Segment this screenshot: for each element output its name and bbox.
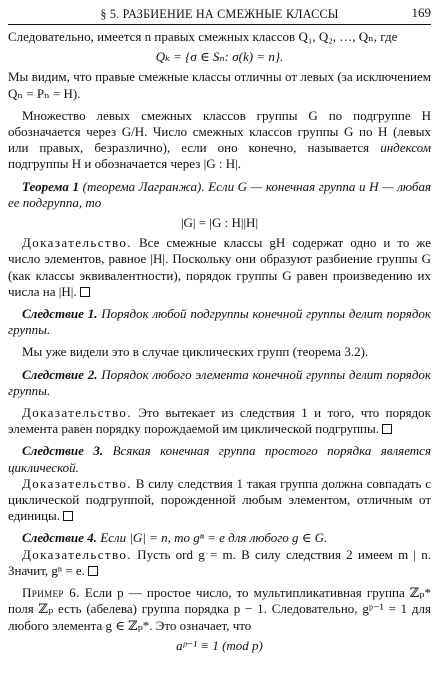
theorem-text: Если G — конечная группа и H — любая ее подгруппа, то: [8, 178, 431, 210]
corollary-4-label: Следствие 4.: [22, 530, 97, 546]
theorem-label: Теорема 1: [22, 178, 80, 194]
example-label: Пример 6.: [22, 585, 80, 601]
corollary-2: Следствие 2. Порядок любого элемента конечной группы делит порядок группы.: [8, 366, 431, 398]
example-6: Пример 6. Если p — простое число, то мультипликативная группа ℤₚ* поля ℤₚ есть (абелева) группа порядка p − 1. Следовательно, gᵖ⁻¹ = 1 для любого элемента g ∈ ℤₚ*. Это означает, что: [8, 585, 432, 633]
theorem-name: (теорема Лагранжа).: [79, 178, 205, 194]
formula-fermat: aᵖ⁻¹ ≡ 1 (mod p): [176, 637, 263, 653]
theorem-lagrange: [8, 179, 431, 211]
proof-theorem: Доказательство. Все смежные классы gH содержат одно и то же число элементов, равное |H|. Поскольку они образуют разбиение группы G (как классы эквивалентности), порядок группы G равен произведению их числа на |H|.: [8, 235, 431, 299]
corollary-1: Следствие 1. Порядок любой подгруппы конечной группы делит порядок группы.: [8, 306, 431, 338]
paragraph-cosets-differ: Мы видим, что правые смежные классы отличны от левых (за исключением Qₙ = Pₙ = H).: [8, 69, 431, 101]
proof-label: Доказательство.: [22, 235, 132, 251]
qed-box-icon: [88, 566, 98, 576]
proof-corollary-3: Доказательство. В силу следствия 1 такая группа должна совпадать с циклической подгруппой, порожденной любым элементом, отличным от единицы.: [8, 475, 431, 524]
proof-corollary-4: Доказательство. Пусть ord g = m. В силу следствия 2 имеем m | n. Значит, gⁿ = e.: [8, 546, 431, 578]
corollary-3: Следствие 3. Всякая конечная группа простого порядка является циклической.: [8, 443, 431, 475]
corollary-2-label: Следствие 2.: [22, 366, 98, 382]
qed-box-icon: [63, 511, 73, 521]
qed-box-icon: [382, 424, 392, 434]
section-title: § 5. РАЗБИЕНИЕ НА СМЕЖНЫЕ КЛАССЫ: [100, 7, 339, 21]
running-header: [8, 0, 431, 25]
paragraph-index-definition: Множество левых смежных классов группы G по подгруппе H обозначается через G/H. Число смежных классов группы G по H (левых или правых, безразлично), если оно конечно, называется индексом подгруппы H и обозначается через |G : H|.: [8, 107, 431, 172]
corollary-1-note: Мы уже видели это в случае циклических групп (теорема 3.2).: [22, 344, 369, 360]
formula-lagrange: |G| = |G : H||H|: [180, 215, 259, 231]
term-index: индексом: [380, 140, 431, 156]
corollary-4: Следствие 4. Если |G| = n, то gⁿ = e для любого g ∈ G.: [22, 530, 328, 546]
qed-box-icon: [80, 287, 90, 297]
formula-qk: Qₖ = {σ ∈ Sₙ: σ(k) = n}.: [155, 49, 284, 65]
page-number: 169: [411, 5, 431, 20]
proof-corollary-2: Доказательство. Это вытекает из следствия 1 и того, что порядок элемента равен порядку порождаемой им циклической подгруппы.: [8, 405, 431, 437]
corollary-1-label: Следствие 1.: [22, 306, 98, 322]
corollary-3-label: Следствие 3.: [22, 443, 104, 459]
paragraph-right-cosets: Следовательно, имеется n правых смежных классов Q₁, Q₂, …, Qₙ, где: [8, 29, 398, 44]
